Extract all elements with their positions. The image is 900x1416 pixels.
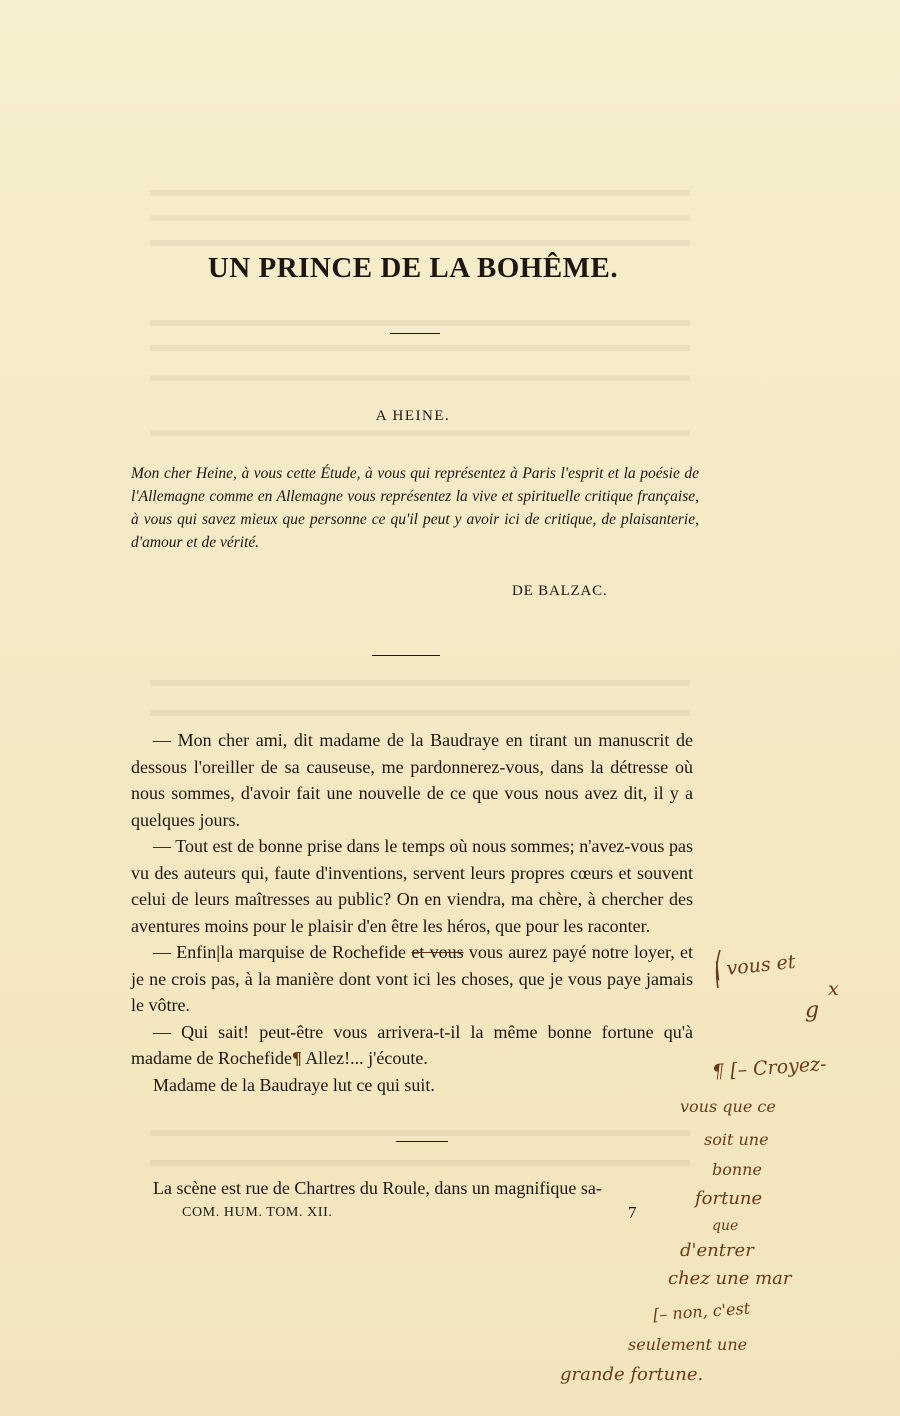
margin-bracket-icon <box>712 948 724 990</box>
handwritten-note: d'entrer <box>680 1240 754 1261</box>
title-rule <box>390 333 440 334</box>
paragraph: Madame de la Baudraye lut ce qui suit. <box>153 1074 435 1095</box>
dedication-signature: DE BALZAC. <box>512 583 608 599</box>
handwritten-note: [– non, c'est <box>652 1298 751 1325</box>
handwritten-note: seulement une <box>628 1335 748 1354</box>
handwritten-note: grande fortune. <box>560 1364 704 1385</box>
paragraph-segment: la marquise de Rochefide <box>220 942 407 962</box>
page-title: UN PRINCE DE LA BOHÊME. <box>207 252 619 284</box>
handwritten-note: | vous et <box>713 950 797 982</box>
handwritten-note: chez une mar <box>668 1268 792 1289</box>
handwritten-note: fortune <box>695 1188 763 1209</box>
paragraph-segment: vous aurez payé notre loyer, et je ne crois pas, à la manière dont vont ici les choses, que je vous paye jamais le vôtre. <box>131 942 694 1015</box>
insertion-mark: ¶ <box>291 1048 302 1068</box>
handwritten-note: ¶ [– Croyez- <box>711 1053 828 1083</box>
struck-text: et vous <box>411 942 464 962</box>
handwritten-note: soit une <box>704 1130 769 1149</box>
section-rule <box>396 1141 448 1142</box>
paragraph-segment: — Enfin <box>153 942 217 962</box>
handwritten-note: que <box>712 1218 739 1234</box>
paragraph-segment: — Qui sait! peut-être vous arrivera-t-il la même bonne fortune qu'à madame de Rochefide <box>131 1021 693 1068</box>
handwritten-note: g <box>805 998 820 1023</box>
paragraph: — Tout est de bonne prise dans le temps où nous sommes; n'avez-vous pas vu des auteurs qui, faute d'inventions, servent leurs propres cœurs et souvent celui de leurs maîtresses au public? On en viendra, ma chère, à chercher des aventures moins pour le plaisir d'en être les héros, que pour les raconter. <box>131 836 693 936</box>
dedication-rule <box>372 655 440 656</box>
dedication-body: Mon cher Heine, à vous cette Étude, à vous qui représentez à Paris l'esprit et la poésie de l'Allemagne comme en Allemagne vous représentez la vive et spirituelle critique française, à vous qui savez mieux que personne ce qu'il peut y avoir ici de critique, de plaisanterie, d'amour et de vérité. <box>131 465 699 551</box>
handwritten-note: vous que ce <box>680 1097 776 1116</box>
paragraph-segment: Allez!... j'écoute. <box>305 1048 428 1068</box>
page-number: 7 <box>628 1203 637 1222</box>
footer-volume: COM. HUM. TOM. XII. <box>182 1205 333 1220</box>
paragraph <box>131 939 693 1019</box>
paragraph <box>131 1019 693 1072</box>
final-line: La scène est rue de Chartres du Roule, dans un magnifique sa- <box>153 1178 602 1198</box>
dedication-heading: A HEINE. <box>375 408 451 424</box>
paragraph: — Mon cher ami, dit madame de la Baudraye en tirant un manuscrit de dessous l'oreiller de sa causeuse, me pardonnerez-vous, dans la détresse où nous sommes, d'avoir fait une nouvelle de ce que vous nous avez dit, il y a quelques jours. <box>131 730 693 830</box>
body-text <box>131 727 693 1098</box>
handwritten-mark: x <box>828 978 839 1000</box>
handwritten-note: bonne <box>712 1160 762 1179</box>
insertion-mark: | <box>216 942 221 962</box>
